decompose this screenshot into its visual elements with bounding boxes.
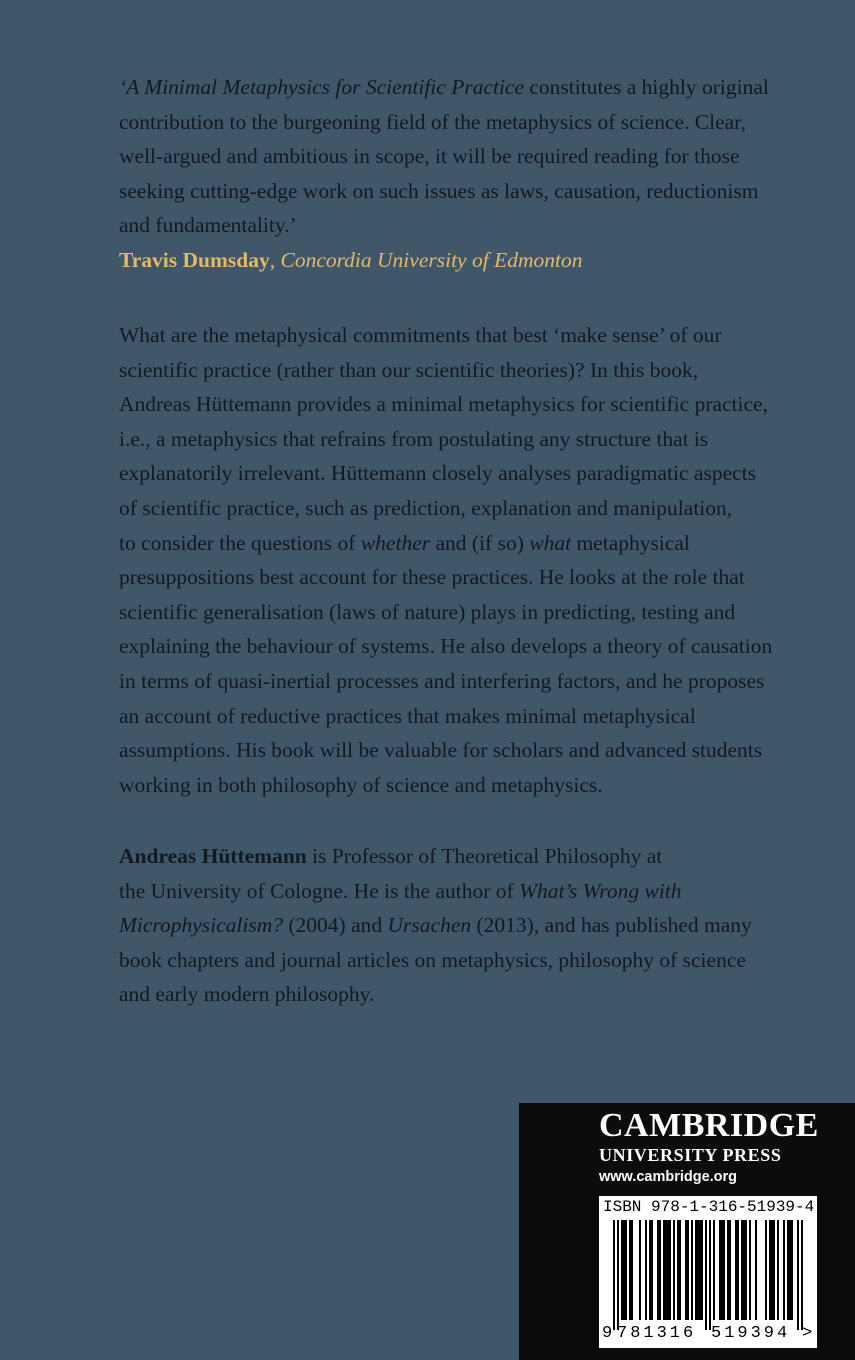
barcode-bar [687, 1220, 689, 1320]
barcode-bar [719, 1220, 721, 1320]
barcode-bar [613, 1220, 615, 1330]
barcode-bar [651, 1220, 653, 1320]
description-line: to consider the questions of whether and (if so) what metaphysical [119, 530, 690, 555]
bio-line: the University of Cologne. He is the author of What’s Wrong with [119, 878, 682, 903]
barcode-right-group: 519394 [711, 1324, 791, 1343]
barcode-bar [699, 1220, 701, 1320]
barcode-bar [679, 1220, 681, 1320]
barcode-bar [787, 1220, 789, 1320]
description-line: What are the metaphysical commitments that best ‘make sense’ of our [119, 323, 722, 347]
barcode-bar [697, 1220, 699, 1320]
endorser-name: Travis Dumsday [119, 247, 270, 272]
description-line: explanatorily irrelevant. Hüttemann closely analyses paradigmatic aspects [119, 461, 757, 486]
barcode-bar [659, 1220, 661, 1320]
author-name: Andreas Hüttemann [119, 844, 307, 868]
barcode-bar [741, 1220, 743, 1320]
barcode-bar [789, 1220, 791, 1320]
barcode-bar [737, 1220, 739, 1320]
barcode-bar [691, 1220, 693, 1320]
description-line: of scientific practice, such as prediction, explanation and manipulation, [119, 495, 733, 520]
description-line: working in both philosophy of science and metaphysics. [119, 772, 603, 797]
barcode-bar [623, 1220, 625, 1320]
barcode-bar [695, 1220, 697, 1320]
isbn-label: ISBN 978-1-316-51939-4 [603, 1198, 815, 1216]
barcode-bar [723, 1220, 725, 1320]
barcode-bar [667, 1220, 669, 1320]
bio-line: Andreas Hüttemann is Professor of Theoretical Philosophy at [119, 844, 663, 868]
barcode-bar [773, 1220, 775, 1320]
endorsement-line: well-argued and ambitious in scope, it will be required reading for those [119, 144, 740, 169]
endorser-affiliation: Concordia University of Edmonton [280, 247, 583, 272]
isbn-barcode [599, 1196, 817, 1348]
barcode-bar [721, 1220, 723, 1320]
barcode-bar [673, 1220, 675, 1320]
barcode-bar [665, 1220, 667, 1320]
book-description [119, 318, 772, 802]
barcode-bar [749, 1220, 751, 1320]
barcode-bar [649, 1220, 651, 1320]
publisher-logo: CAMBRIDGE [599, 1107, 819, 1144]
barcode-bar [777, 1220, 779, 1320]
barcode-bar [771, 1220, 773, 1320]
description-line: scientific practice (rather than our scientific theories)? In this book, [119, 357, 699, 382]
barcode-quiet-zone-arrow: > [802, 1324, 813, 1343]
publisher-press: UNIVERSITY PRESS [599, 1145, 782, 1165]
publisher-box [519, 1103, 855, 1360]
endorsement-line: ‘A Minimal Metaphysics for Scientific Practice constitutes a highly original [119, 75, 769, 99]
bio-line: book chapters and journal articles on metaphysics, philosophy of science [119, 947, 746, 972]
description-line: explaining the behaviour of systems. He also develops a theory of causation [119, 634, 773, 659]
author-bio [119, 839, 752, 1012]
endorsement-quote [119, 70, 769, 278]
description-line: assumptions. His book will be valuable for scholars and advanced students [119, 738, 763, 763]
barcode-bar [783, 1220, 785, 1320]
barcode-bar [797, 1220, 799, 1330]
barcode-bar [669, 1220, 671, 1320]
barcode-bar [639, 1220, 641, 1320]
description-line: an account of reductive practices that makes minimal metaphysical [119, 703, 696, 728]
bio-line: Microphysicalism? (2004) and Ursachen (2013), and has published many [119, 913, 752, 938]
description-line: i.e., a metaphysics that refrains from postulating any structure that is [119, 426, 709, 451]
bio-line: and early modern philosophy. [119, 982, 375, 1007]
endorser-attribution: Travis Dumsday, Concordia University of Edmonton [119, 247, 583, 272]
barcode-bar [663, 1220, 665, 1320]
barcode-bar [729, 1220, 731, 1320]
barcode-bar [629, 1220, 631, 1320]
publisher-url: www.cambridge.org [599, 1169, 738, 1185]
barcode-bar [709, 1220, 711, 1330]
description-line: in terms of quasi-inertial processes and interfering factors, and he proposes [119, 668, 765, 693]
barcode-bar [791, 1220, 793, 1320]
barcode-left-group: 781316 [617, 1324, 697, 1343]
description-line: scientific generalisation (laws of nature) plays in predicting, testing and [119, 599, 736, 624]
barcode-bar [735, 1220, 737, 1320]
barcode-bar [701, 1220, 703, 1320]
barcode-bar [705, 1220, 707, 1330]
barcode-bar [677, 1220, 679, 1320]
barcode-bar [801, 1220, 803, 1330]
barcode-bar [631, 1220, 633, 1320]
description-line: Andreas Hüttemann provides a minimal metaphysics for scientific practice, [119, 392, 768, 417]
barcode-bar [727, 1220, 729, 1320]
barcode-bar [755, 1220, 757, 1320]
barcode-bar [713, 1220, 715, 1320]
barcode-bar [769, 1220, 771, 1320]
endorsement-line: seeking cutting-edge work on such issues as laws, causation, reductionism [119, 178, 759, 203]
barcode-first-digit: 9 [602, 1324, 613, 1343]
barcode-bar [617, 1220, 619, 1330]
endorsement-line: and fundamentality.’ [119, 213, 297, 238]
barcode-bar [621, 1220, 623, 1320]
barcode-bar [765, 1220, 767, 1320]
barcode-bar [743, 1220, 745, 1320]
barcode-bar [657, 1220, 659, 1320]
endorsement-line: contribution to the burgeoning field of the metaphysics of science. Clear, [119, 109, 746, 134]
description-line: presuppositions best account for these practices. He looks at the role that [119, 565, 745, 590]
barcode-bar [645, 1220, 647, 1320]
barcode-bar [685, 1220, 687, 1320]
barcode-bar [625, 1220, 627, 1320]
barcode-bar [745, 1220, 747, 1320]
